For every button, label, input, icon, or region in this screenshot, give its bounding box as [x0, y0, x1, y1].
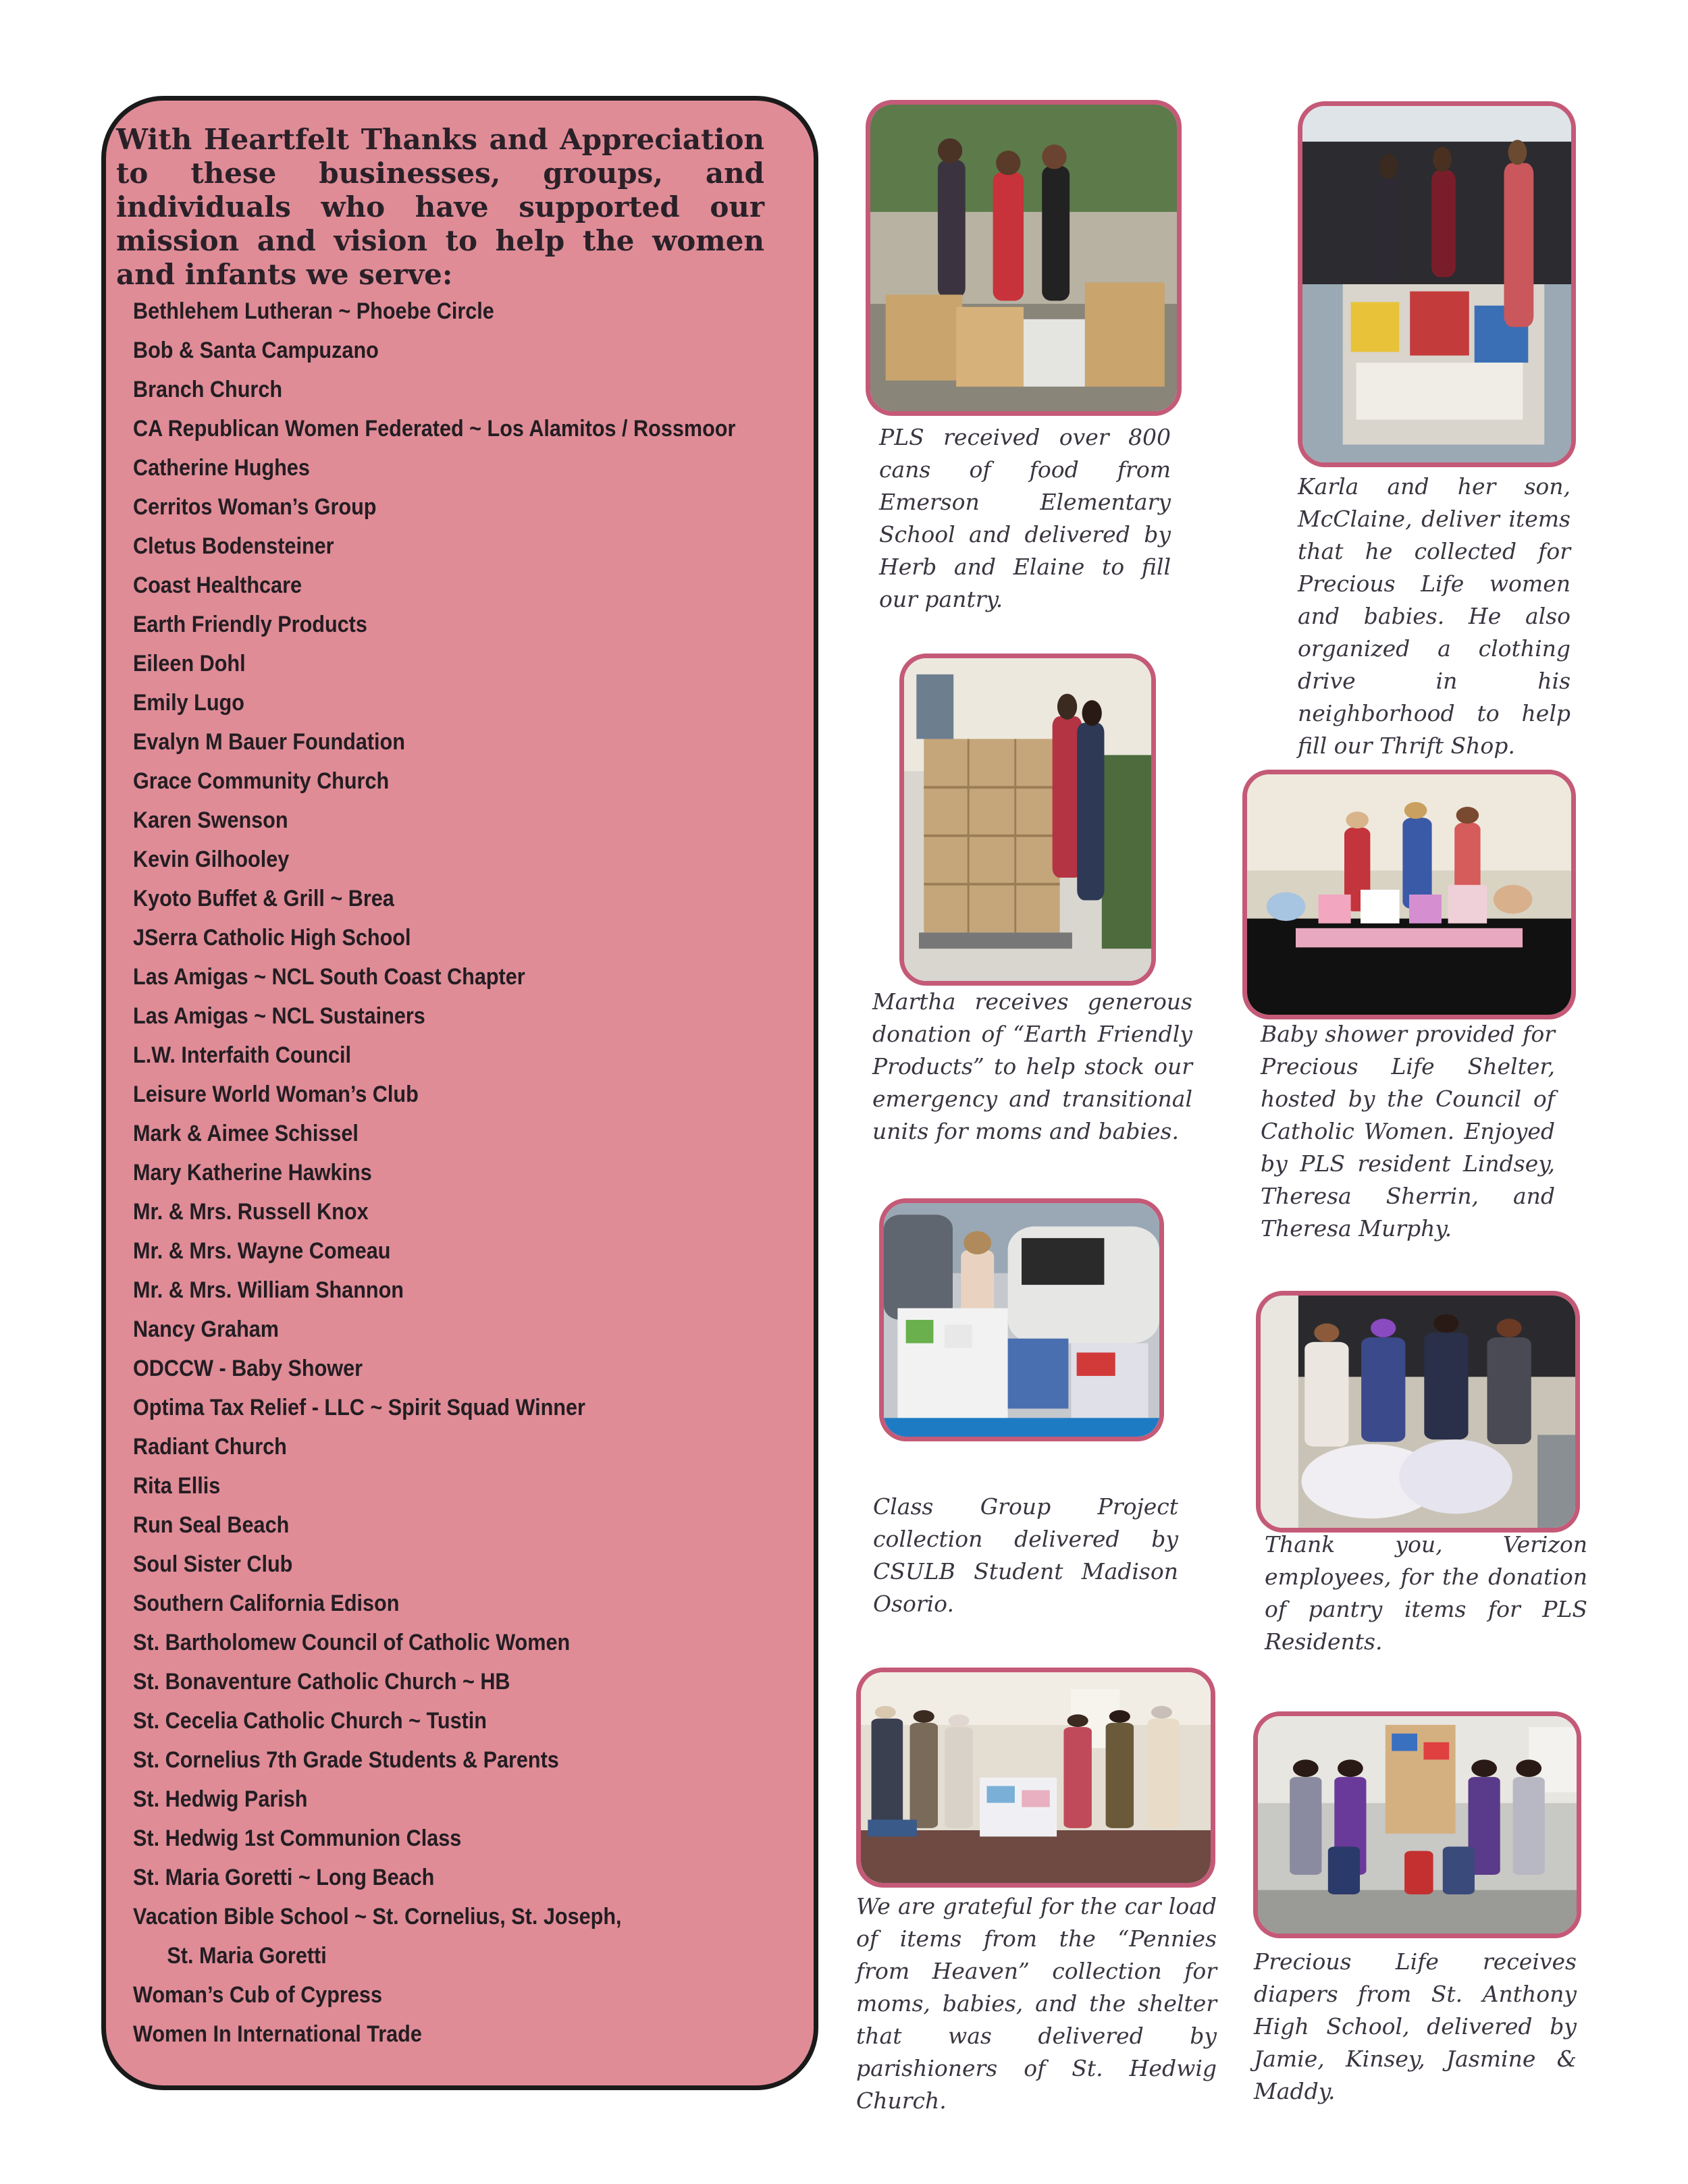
caption-karla-mcclaine: Karla and her son, McClaine, deliver items that he collected for Precious Life women and babies. He also organized a clothing drive in his neighborhood to help fill our Thrift Shop.	[1298, 473, 1571, 759]
donor-item: Kyoto Buffet & Grill ~ Brea	[133, 886, 394, 911]
donor-item: Woman’s Cub of Cypress	[133, 1982, 382, 2008]
donor-item: Catherine Hughes	[133, 455, 310, 481]
caption-verizon-employees: Thank you, Verizon employees, for the donation of pantry items for PLS Residents.	[1265, 1531, 1587, 1655]
photo-emerson-food	[866, 100, 1182, 416]
donor-item: Radiant Church	[133, 1434, 287, 1460]
photo-st-hedwig	[856, 1668, 1215, 1888]
caption-st-hedwig: We are grateful for the car load of items from the “Pennies from Heaven” collection for moms, babies, and the shelter that was delivered by parishioners of St. Hedwig Church.	[856, 1893, 1217, 2114]
donor-item: Mary Katherine Hawkins	[133, 1160, 372, 1186]
donor-item: Coast Healthcare	[133, 572, 302, 598]
photo-csulb-project	[879, 1198, 1164, 1441]
donor-item: Mr. & Mrs. William Shannon	[133, 1277, 404, 1303]
donor-item: Vacation Bible School ~ St. Cornelius, St. Joseph,	[133, 1904, 622, 1929]
donor-item: Branch Church	[133, 377, 283, 402]
donor-item: Women In International Trade	[133, 2021, 422, 2047]
donor-item: Grace Community Church	[133, 768, 390, 794]
photo-martha-earth-friendly	[899, 654, 1156, 986]
donor-item: Emily Lugo	[133, 690, 244, 716]
donor-item: Las Amigas ~ NCL South Coast Chapter	[133, 964, 525, 990]
photo-st-anthony	[1253, 1711, 1581, 1938]
donor-item: Kevin Gilhooley	[133, 847, 290, 872]
donor-item: St. Hedwig Parish	[133, 1786, 308, 1812]
donor-item: Rita Ellis	[133, 1473, 221, 1499]
donor-item: St. Maria Goretti ~ Long Beach	[133, 1865, 435, 1890]
donor-item: St. Cecelia Catholic Church ~ Tustin	[133, 1708, 487, 1734]
donor-item: St. Maria Goretti	[167, 1943, 327, 1969]
donor-list	[133, 292, 808, 2054]
donor-item: JSerra Catholic High School	[133, 925, 411, 951]
donor-item: Mr. & Mrs. Russell Knox	[133, 1199, 369, 1225]
donor-item: Earth Friendly Products	[133, 612, 367, 637]
donor-item: Eileen Dohl	[133, 651, 246, 676]
donor-item: Mark & Aimee Schissel	[133, 1121, 359, 1146]
donor-item: Bethlehem Lutheran ~ Phoebe Circle	[133, 298, 494, 324]
caption-st-anthony: Precious Life receives diapers from St. Anthony High School, delivered by Jamie, Kinsey, Jasmine & Maddy.	[1254, 1948, 1577, 2104]
photo-baby-shower	[1242, 770, 1576, 1019]
donor-item: Bob & Santa Campuzano	[133, 338, 379, 363]
caption-csulb-project: Class Group Project collection delivered by CSULB Student Madison Osorio.	[873, 1493, 1178, 1617]
donor-item: Southern California Edison	[133, 1591, 400, 1616]
caption-emerson-food: PLS received over 800 cans of food from Emerson Elementary School and delivered by Herb and Elaine to fill our pantry.	[879, 424, 1171, 612]
donor-item: St. Hedwig 1st Communion Class	[133, 1826, 462, 1851]
donor-item: Run Seal Beach	[133, 1512, 290, 1538]
caption-baby-shower: Baby shower provided for Precious Life Shelter, hosted by the Council of Catholic Women. Enjoyed by PLS resident Lindsey, Theresa Sherrin, and Theresa Murphy.	[1261, 1021, 1555, 1242]
donor-item: ODCCW - Baby Shower	[133, 1356, 363, 1381]
donor-item: St. Bonaventure Catholic Church ~ HB	[133, 1669, 510, 1695]
panel-title: With Heartfelt Thanks and Appreciation to these businesses, groups, and individuals who have supported our mission and vision to help the women and infants we serve:	[116, 123, 764, 291]
donor-item: Mr. & Mrs. Wayne Comeau	[133, 1238, 391, 1264]
donor-item: Cletus Bodensteiner	[133, 533, 334, 559]
donor-item: Cerritos Woman’s Group	[133, 494, 377, 520]
donor-item: St. Bartholomew Council of Catholic Women	[133, 1630, 571, 1655]
donor-item: Leisure World Woman’s Club	[133, 1082, 419, 1107]
donor-item: L.W. Interfaith Council	[133, 1042, 352, 1068]
donor-item: Optima Tax Relief - LLC ~ Spirit Squad Winner	[133, 1395, 585, 1420]
donor-item: Karen Swenson	[133, 807, 288, 833]
donor-item: Las Amigas ~ NCL Sustainers	[133, 1003, 425, 1029]
donor-item: CA Republican Women Federated ~ Los Alamitos / Rossmoor	[133, 416, 736, 442]
donor-item: Nancy Graham	[133, 1316, 279, 1342]
donor-item: Evalyn M Bauer Foundation	[133, 729, 405, 755]
donor-item: St. Cornelius 7th Grade Students & Parents	[133, 1747, 559, 1773]
donor-item: Soul Sister Club	[133, 1551, 293, 1577]
photo-verizon-employees	[1256, 1291, 1580, 1533]
photo-karla-mcclaine	[1298, 101, 1576, 467]
caption-martha-earth-friendly: Martha receives generous donation of “Earth Friendly Products” to help stock our emergency and transitional units for moms and babies.	[872, 988, 1192, 1144]
